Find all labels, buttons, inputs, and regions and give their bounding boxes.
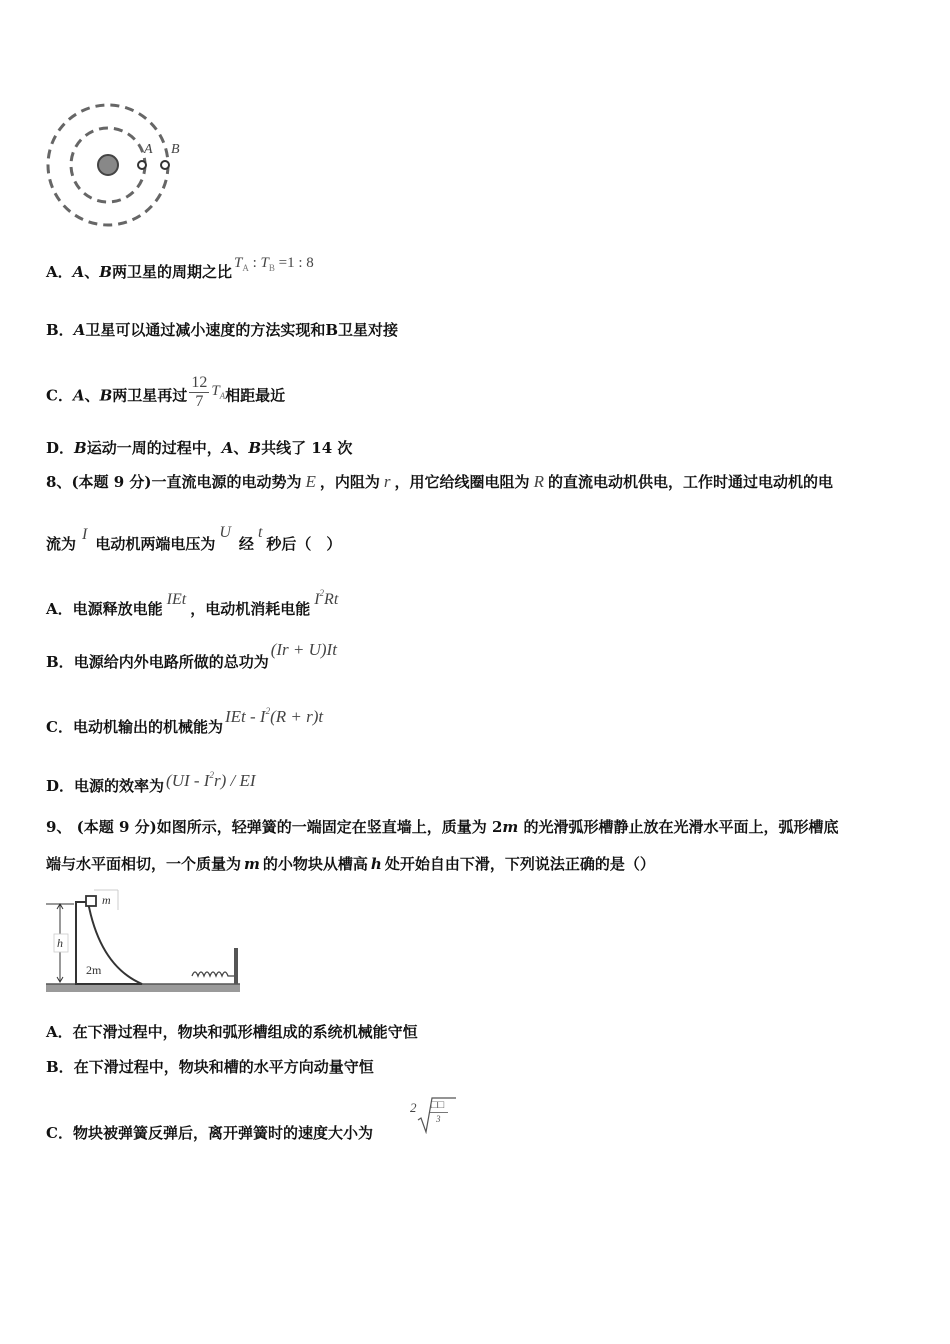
formula-IEt: IEt <box>166 591 187 608</box>
wall <box>234 948 238 984</box>
sat-a: A <box>72 263 85 281</box>
sat-b: B <box>74 439 87 457</box>
q8-option-d <box>46 770 256 796</box>
sat-b-2: B <box>248 439 262 457</box>
option-letter: C． <box>46 1124 73 1142</box>
period-var: $T_A$ <box>211 382 226 401</box>
q7-option-d <box>46 438 352 458</box>
option-text: 电源的效率为 <box>74 777 165 795</box>
label-2m: 2m <box>86 963 102 977</box>
option-text: 物块被弹簧反弹后，离开弹簧时的速度大小为 <box>72 1124 373 1142</box>
q9-stem-line2 <box>46 854 655 874</box>
q8-option-c <box>46 706 324 737</box>
option-letter: C． <box>46 386 73 405</box>
var-m: m <box>502 818 519 836</box>
label-m: m <box>102 893 111 907</box>
option-text: 运动一周的过程中， <box>86 439 222 457</box>
q9-option-b <box>46 1057 374 1077</box>
stem-text: (本题 9 分)一直流电源的电动势为 <box>71 473 302 491</box>
var-h: h <box>370 855 382 873</box>
stem-text: 流为 <box>46 535 77 553</box>
option-text: 电源给内外电路所做的总功为 <box>73 653 269 671</box>
q8-option-b <box>46 640 337 672</box>
separator: 、 <box>233 439 249 457</box>
stem-text: 电动机两端电压为 <box>95 535 216 553</box>
q8-stem-line1 <box>46 472 833 492</box>
option-letter: C． <box>46 718 73 736</box>
q8-option-a <box>46 588 339 620</box>
ground <box>46 984 240 992</box>
option-letter: A． <box>46 600 73 618</box>
orbit-label-a: A <box>144 142 153 157</box>
var-U: U <box>219 524 231 541</box>
q8-stem-line2 <box>46 524 342 555</box>
formula-efficiency: $(UI - I^2r)$ / EI <box>166 770 256 790</box>
option-text-2: 共线了 14 次 <box>261 439 353 457</box>
separator: 、 <box>84 263 100 281</box>
option-text-2: 相距最近 <box>225 386 286 405</box>
option-letter: A． <box>46 1023 73 1041</box>
option-letter: B． <box>46 1058 74 1076</box>
separator: 、 <box>84 386 100 405</box>
question-number: 9、 <box>46 818 72 836</box>
stem-text: 端与水平面相切，一个质量为 <box>46 855 242 873</box>
question-number: 8、 <box>46 473 72 491</box>
q9-stem-line1 <box>46 817 839 837</box>
q9-option-a <box>46 1022 418 1042</box>
q9-option-c <box>46 1123 373 1143</box>
sat-b: B <box>99 386 113 405</box>
label-h: h <box>57 936 63 950</box>
satellite-a <box>138 161 146 169</box>
orbit-diagram <box>40 98 190 230</box>
stem-text: 处开始自由下滑，下列说法正确的是（） <box>384 855 655 873</box>
formula-total-work: (Ir + U)It <box>270 640 337 659</box>
option-letter: D． <box>46 777 75 795</box>
option-text: 在下滑过程中，物块和弧形槽组成的系统机械能守恒 <box>72 1023 418 1041</box>
fraction-denominator: 7 <box>195 393 204 410</box>
option-letter: B． <box>46 653 74 671</box>
stem-text: 秒后（ ） <box>266 535 342 553</box>
var-t: t <box>257 524 263 541</box>
sat-b: B <box>99 263 112 281</box>
option-letter: A． <box>46 263 73 281</box>
slide-spring-diagram <box>42 886 247 998</box>
option-text-2: 卫星对接 <box>338 321 399 339</box>
sat-a: A <box>73 321 86 339</box>
sat-a: A <box>221 439 234 457</box>
q7-option-b <box>46 320 398 340</box>
fraction-numerator: 12 <box>191 374 208 391</box>
stem-text: ，用它给线圈电阻为 <box>394 473 530 491</box>
orbit-label-b: B <box>171 142 180 157</box>
stem-text: 的小物块从槽高 <box>262 855 368 873</box>
option-text: 两卫星再过 <box>112 386 188 405</box>
var-I: I <box>82 526 88 543</box>
formula-numerator: □□ <box>431 1099 445 1111</box>
fraction <box>189 374 209 411</box>
period-ratio-formula: $T_A$ : $T_B =1$ : 8 <box>234 255 314 273</box>
option-letter: B． <box>46 321 74 339</box>
formula-I2Rt: $I^2Rt$ <box>314 588 339 608</box>
var-m: m <box>244 855 260 873</box>
sat-a: A <box>72 386 85 405</box>
option-text: 两卫星的周期之比 <box>111 263 232 281</box>
option-text: 电动机输出的机械能为 <box>72 718 223 736</box>
stem-text: 的光滑弧形槽静止放在光滑水平面上，弧形槽底 <box>518 818 839 836</box>
sat-b: B <box>325 321 339 339</box>
stem-text: (本题 9 分)如图所示，轻弹簧的一端固定在竖直墙上，质量为 2 <box>76 818 503 836</box>
option-text: 在下滑过程中，物块和槽的水平方向动量守恒 <box>73 1058 374 1076</box>
spring <box>192 972 234 976</box>
stem-text: 的直流电动机供电，工作时通过电动机的电 <box>547 473 833 491</box>
q7-option-c <box>46 374 286 415</box>
stem-text: 经 <box>238 535 254 553</box>
option-text-2: ，电动机消耗电能 <box>190 600 311 618</box>
var-E: E <box>305 472 316 491</box>
var-R: R <box>533 472 544 491</box>
block-m <box>86 896 96 906</box>
formula-mechanical-energy: IEt - $I^2(R + r)t$ <box>224 706 324 726</box>
option-text: 卫星可以通过减小速度的方法实现和 <box>85 321 326 339</box>
planet <box>98 155 118 175</box>
q7-option-a <box>46 255 314 288</box>
speed-formula <box>408 1096 458 1136</box>
fraction-bar <box>430 1112 448 1113</box>
option-letter: D． <box>46 439 75 457</box>
formula-coefficient: 2 <box>410 1100 417 1115</box>
stem-text: ，内阻为 <box>319 473 380 491</box>
satellite-b <box>161 161 169 169</box>
formula-denominator: 3 <box>436 1114 441 1124</box>
option-text: 电源释放电能 <box>72 600 163 618</box>
var-r: r <box>383 472 391 491</box>
